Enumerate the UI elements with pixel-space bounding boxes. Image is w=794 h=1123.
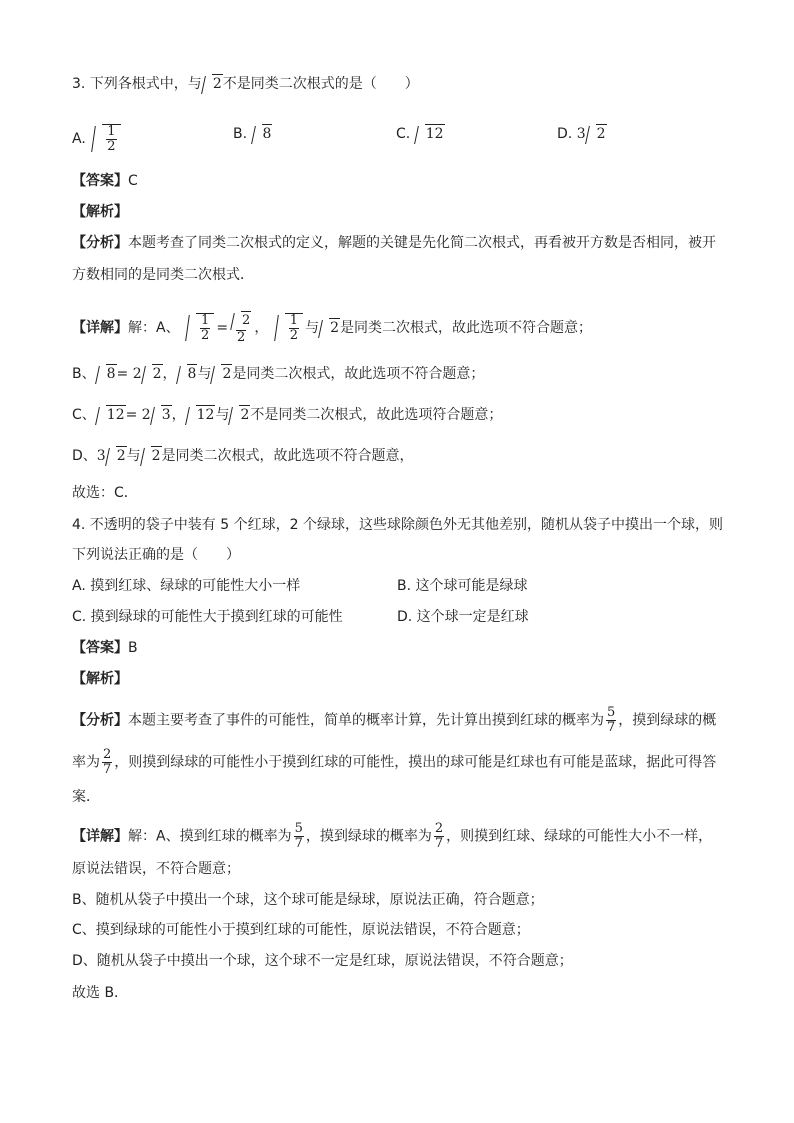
q3-detail-a: 【详解】解：A、 $\frac{1}{2}$ = $\frac{2}{2}$ ， $\frac{1}{2}$ 与 2是同类二次根式，故此选项不符合题意；: [72, 313, 592, 345]
sqrt-2: 2: [203, 74, 223, 94]
q4-fenxi-3: 案．: [72, 789, 100, 805]
q3-option-b: B. 8: [233, 126, 272, 142]
q4-option-c: C. 摸到绿球的可能性大于摸到红球的可能性: [72, 609, 343, 625]
q4-option-d: D. 这个球一定是红球: [397, 609, 529, 625]
q3-conclusion: 故选：C．: [72, 485, 138, 501]
q4-option-a: A. 摸到红球、绿球的可能性大小一样: [72, 578, 301, 594]
q3-analysis-label: 【解析】: [72, 204, 128, 220]
q4-detail-3: B、随机从袋子中摸出一个球，这个球可能是绿球，原说法正确，符合题意；: [72, 892, 544, 908]
q4-detail-1: 【详解】解：A、摸到红球的概率为 $\frac{5}{7}$ ，摸到绿球的概率为 $\frac{2}{7}$ ，则摸到红球、绿球的可能性大小不一样，: [72, 821, 713, 851]
q3-fenxi-1: 【分析】本题考查了同类二次根式的定义，解题的关键是先化简二次根式，再看被开方数是否相同，被开: [72, 235, 716, 251]
q3-detail-b: B、 8= 2 2， 8与 2是同类二次根式，故此选项不符合题意；: [72, 366, 485, 382]
q3-option-d: D. 3 2: [557, 126, 606, 142]
q3-detail-c: C、 12= 2 3， 12与 2不是同类二次根式，故此选项符合题意；: [72, 407, 503, 423]
q3-fenxi-2: 方数相同的是同类二次根式．: [72, 267, 254, 283]
q4-conclusion: 故选 B．: [72, 985, 129, 1001]
q4-detail-2: 原说法错误，不符合题意；: [72, 861, 240, 877]
q4-fenxi-1: 【分析】本题主要考查了事件的可能性，简单的概率计算，先计算出摸到红球的概率为 $\frac{5}{7}$ ，摸到绿球的概: [72, 705, 717, 735]
q4-stem-2: 下列说法正确的是（ ）: [72, 547, 240, 563]
q4-detail-4: C、摸到绿球的可能性小于摸到红球的可能性，原说法错误，不符合题意；: [72, 922, 530, 938]
q4-analysis-label: 【解析】: [72, 671, 128, 687]
q3-detail-d: D、3 2与 2是同类二次根式，故此选项不符合题意，: [72, 448, 414, 464]
q4-option-b: B. 这个球可能是绿球: [397, 578, 528, 594]
q4-fenxi-2: 率为 $\frac{2}{7}$ ，则摸到绿球的可能性小于摸到红球的可能性，摸出的球可能是红球也有可能是蓝球，据此可得答: [72, 747, 717, 777]
q3-option-c: C. 12: [396, 126, 444, 142]
q3-answer: 【答案】C: [72, 173, 138, 189]
q4-stem-1: 4. 不透明的袋子中装有 5 个红球，2 个绿球，这些球除颜色外无其他差别，随机从袋子中摸出一个球，则: [72, 517, 723, 533]
q3-stem: 3. 下列各根式中，与 2不是同类二次根式的是（ ）: [72, 76, 419, 92]
q3-option-a: A. $\frac{1}{2}$: [72, 124, 123, 154]
q4-answer: 【答案】B: [72, 640, 138, 656]
q4-detail-5: D、随机从袋子中摸出一个球，这个球不一定是红球，原说法错误，不符合题意；: [72, 953, 573, 969]
sqrt-half: $\frac{1}{2}$: [92, 124, 120, 154]
